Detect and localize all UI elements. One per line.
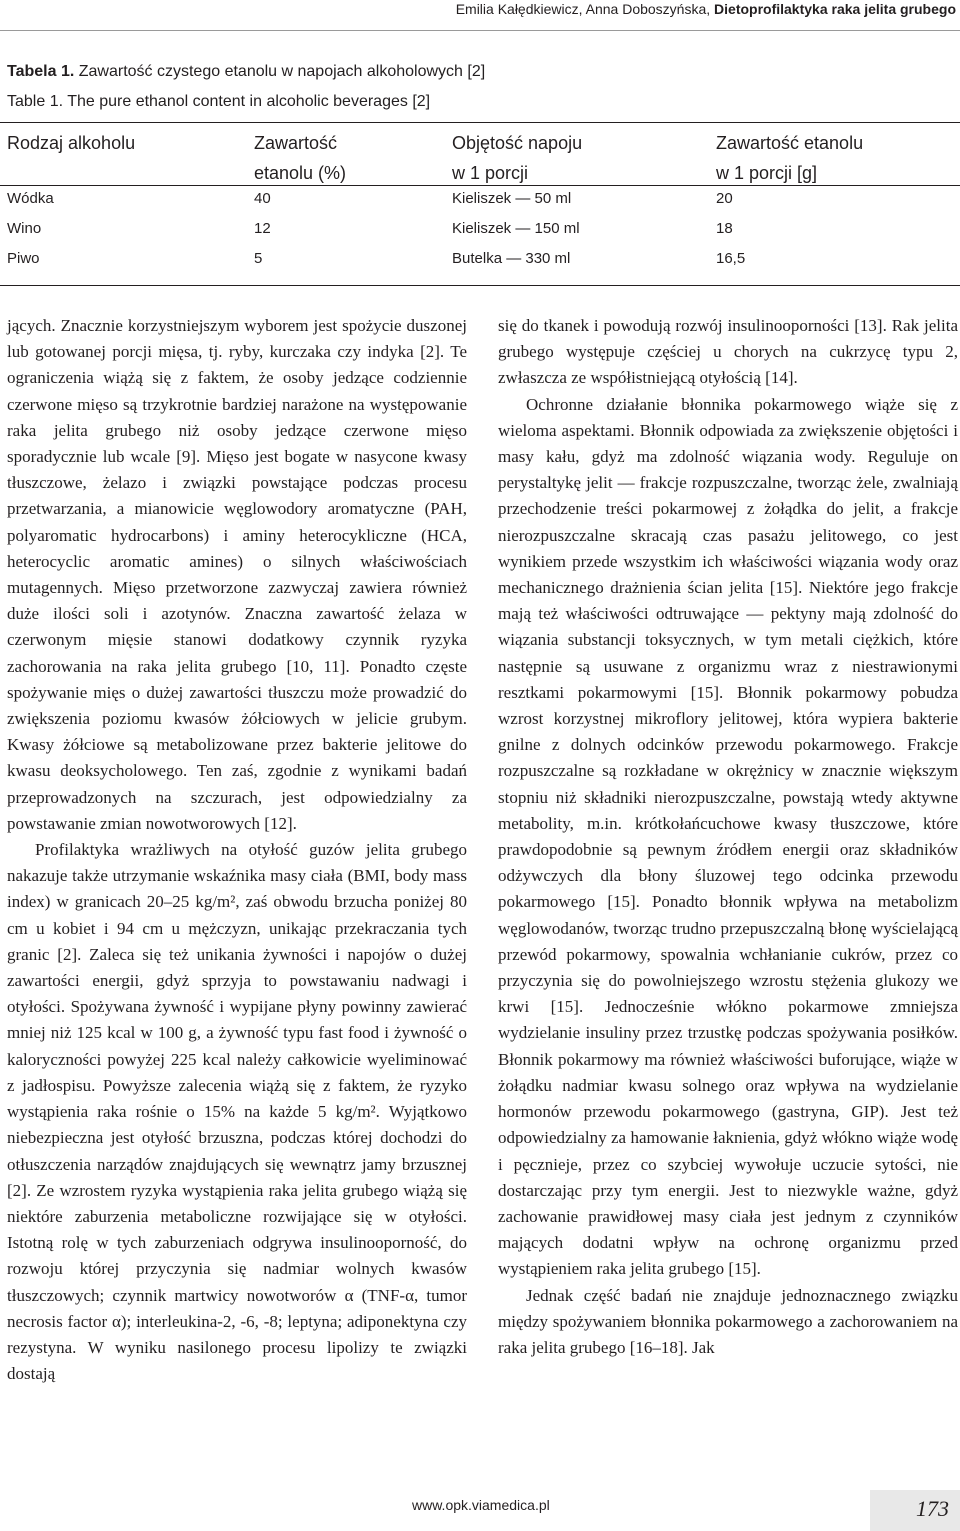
table-caption-pl-label: Tabela 1. (7, 63, 75, 80)
table-cell: 12 (254, 220, 271, 237)
header-authors: Emilia Kałędkiewicz, Anna Doboszyńska, (455, 1, 715, 17)
body-paragraph: się do tkanek i powodują rozwój insulinooporności [13]. Rak jelita grubego występuje częściej u chorych na cukrzycę typu 2, zwłaszcza ze współistniejącą otyłością [14]. (498, 316, 958, 388)
page-number-box (870, 1490, 960, 1531)
body-paragraph: Jednak część badań nie znajduje jednoznacznego związku między spożywaniem błonnika pokarmowego a zachorowaniem na raka jelita grubego [16–18]. Jak (498, 1285, 958, 1357)
table-cell: Wódka (7, 190, 54, 207)
table-cell: 16,5 (716, 250, 746, 267)
table-cell: 40 (254, 190, 271, 207)
left-column (7, 313, 467, 1387)
body-paragraph: jących. Znacznie korzystniejszym wyborem jest spożycie duszonej lub gotowanej porcji mięsa, tj. ryby, kurczaka czy indyka [2]. Te ograniczenia wiążą się z faktem, że osoby jedzące codziennie czerwone mięso są trzykrotnie bardziej narażone na występowanie raka jelita grubego niż osoby jedzące czerwone mięso sporadycznie lub wcale [9]. Mięso jest bogate w nasycone kwasy tłuszczowe, żelazo i związki powstające podczas procesu przetwarzania, a mianowicie węglowodory aromatyczne (PAH, polyaromatic hydrocarbons) i aminy heterocykliczne (HCA, heterocyclic aromatic amines) o silnych właściwościach mutagennych. Mięso przetworzone zazwyczaj zawiera również duże ilości soli i azotynów. Znaczna zawartość żelaza w czerwonym mięsie stanowi dodatkowy czynnik ryzyka zachorowania na raka jelita grubego [10, 11]. Ponadto częste spożywanie mięs o dużej zawartości tłuszczu może prowadzić do zwiększenia poziomu kwasów żółciowych w jelicie grubym. Kwasy żółciowe są metabolizowane przez bakterie jelitowe do kwasu deoksycholowego. Ten zaś, zgodnie z wynikami badań przeprowadzonych na szczurach, jest odpowiedzialny za powstawanie zmian nowotworowych [12]. (7, 316, 467, 833)
table-caption-en (7, 93, 430, 111)
right-column (498, 313, 958, 1361)
header-text (456, 1, 956, 17)
table-header-cell: Zawartość etanolu w 1 porcji [g] (716, 133, 864, 183)
table-caption-pl-text: Zawartość czystego etanolu w napojach alkoholowych [2] (74, 63, 486, 80)
table-cell: Kieliszek — 150 ml (452, 220, 580, 237)
table-rule-top (0, 122, 960, 123)
header-title: Dietoprofilaktyka raka jelita grubego (714, 1, 956, 17)
footer-url: www.opk.viamedica.pl (412, 1497, 550, 1513)
table-caption-pl (7, 63, 485, 81)
table-cell: Butelka — 330 ml (452, 250, 571, 267)
table-caption-en-text: The pure ethanol content in alcoholic beverages [2] (63, 93, 431, 110)
running-header (0, 0, 960, 31)
table-header-cell: Zawartość etanolu (%) (254, 133, 347, 183)
table-cell: Wino (7, 220, 42, 237)
body-paragraph: Profilaktyka wrażliwych na otyłość guzów jelita grubego nakazuje także utrzymanie wskaźnika masy ciała (BMI, body mass index) w granicach 20–25 kg/m², zaś obwodu brzucha poniżej 80 cm u kobiet i 94 cm u mężczyzn, unikając przekraczania tych granic [2]. Zaleca się też unikania żywności i napojów o dużej zawartości energii, gdyż sprzyja to powstawaniu nadwagi i otyłości. Spożywana żywność i wypijane płyny powinny zawierać mniej niż 125 kcal w 100 g, a żywność typu fast food i żywność o kaloryczności powyżej 225 kcal należy całkowicie wyeliminować z jadłospisu. Powyższe zalecenia wiążą się z faktem, że ryzyko wystąpienia raka rośnie o 15% na każde 5 kg/m². Wyjątkowo niebezpieczna jest otyłość brzuszna, podczas której dochodzi do otłuszczenia narządów znajdujących się wewnątrz jamy brzusznej [2]. Ze wzrostem ryzyka wystąpienia raka jelita grubego wiążą się niektóre zaburzenia metaboliczne rozwijające się w otyłości. Istotną rolę w tych zaburzeniach odgrywa insulinooporność, do rozwoju której przyczynia się nadmiar wolnych kwasów tłuszczowych; czynnik martwicy nowotworów α (TNF-α, tumor necrosis factor α); interleukina-2, -6, -8; leptyna; adiponektyna czy rezystyna. W wyniku nasilonego procesu lipolizy te związki dostają (7, 840, 467, 1384)
page-number: 173 (916, 1496, 949, 1521)
table-rule-header (0, 185, 960, 186)
table-header-cell: Rodzaj alkoholu (7, 133, 136, 153)
table-header-cell: Objętość napoju w 1 porcji (452, 133, 583, 183)
table-cell: 20 (716, 190, 733, 207)
table-cell: 18 (716, 220, 733, 237)
table-cell: 5 (254, 250, 263, 267)
table-rule-bottom (0, 285, 960, 286)
table-cell: Kieliszek — 50 ml (452, 190, 572, 207)
table-cell: Piwo (7, 250, 40, 267)
body-paragraph: Ochronne działanie błonnika pokarmowego wiąże się z wieloma aspektami. Błonnik odpowiada za zwiększenie objętości i masy kału, gdyż ma zdolność wiązania wody. Reguluje on perystaltykę jelit — frakcje rozpuszczalne, tworząc żele, zwalniają przechodzenie treści pokarmowej z żołądka do jelit, a frakcje nierozpuszczalne skracają czas pasażu jelitowego, co jest wynikiem przede wszystkim ich właściwości wiązania wody oraz mechanicznego drażnienia ścian jelita [15]. Niektóre jego frakcje mają też właściwości odtruwające — pektyny mają zdolność do wiązania substancji toksycznych, w tym metali ciężkich, które następnie są usuwane z organizmu wraz z niestrawionymi resztkami pokarmowymi [15]. Błonnik pokarmowy pobudza wzrost korzystnej mikroflory jelitowej, która wypiera bakterie gnilne z dolnych odcinków przewodu pokarmowego. Frakcje rozpuszczalne są rozkładane w okrężnicy w znacznie większym stopniu niż składniki nierozpuszczalne, powstają wtedy aktywne metabolity, m.in. krótkołańcuchowe kwasy tłuszczowe, które prawdopodobnie są pewnym źródłem energii oraz składników odżywczych dla błony śluzowej tego odcinka przewodu pokarmowego [15]. Ponadto błonnik wpływa na metabolizm węglowodanów, tworząc trudno przepuszczalną błonę wyścielającą przewód pokarmowy, spowalnia wchłanianie cukrów, przez co przyczynia się do powolniejszego wzrostu stężenia glukozy we krwi [15]. Jednocześnie włókno pokarmowe zmniejsza wydzielanie insuliny przez trzustkę podczas spożywania posiłków. Błonnik pokarmowy ma również właściwości buforujące, wiąże w żołądku nadmiar kwasu solnego oraz wpływa na wydzielanie hormonów przewodu pokarmowego (gastryna, GIP). Jest też odpowiedzialny za hamowanie łaknienia, gdyż włókno wiąże wodę i pęcznieje, przez co szybciej wywołuje uczucie sytości, nie dostarczając przy tym energii. Jest to niezwykle ważne, gdyż zachowanie prawidłowej masy ciała jest jednym z czynników mających dodatni wpływ na ochronę organizmu przed wystąpieniem raka jelita grubego [15]. (498, 394, 958, 1279)
table-caption-en-label: Table 1. (7, 93, 64, 110)
